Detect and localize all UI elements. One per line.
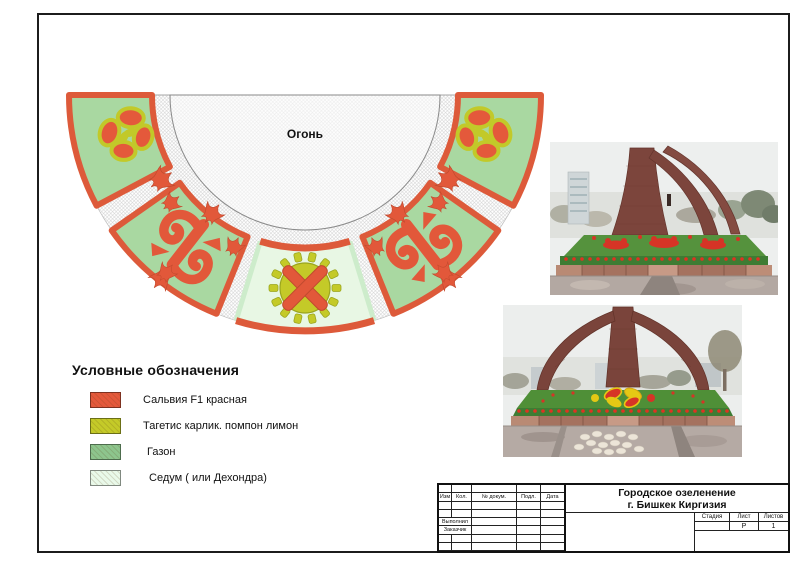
- titleblock-cell: [439, 535, 452, 543]
- victory-monument-photo-top: [550, 142, 778, 295]
- titleblock-cell: [517, 543, 541, 551]
- sheets-value: 1: [759, 522, 788, 531]
- plan-svg: [64, 91, 544, 336]
- legend-swatch-salvia: [90, 392, 121, 408]
- titleblock-cell: [517, 518, 541, 526]
- titleblock-col-podl: Подл.: [517, 493, 541, 501]
- flowerbed-plan: [64, 91, 544, 336]
- title-block-revision-table: [439, 485, 566, 551]
- titleblock-cell: [517, 485, 541, 493]
- titleblock-cell: [452, 502, 472, 510]
- tulip-row: [560, 256, 768, 265]
- plan-fire-label: Огонь: [286, 127, 324, 141]
- titleblock-cell: [472, 510, 517, 518]
- legend-item: [72, 418, 392, 434]
- titleblock-col-data: Дата: [541, 493, 564, 501]
- project-title-line2: г. Бишкек Киргизия: [627, 498, 727, 511]
- titleblock-cell: [452, 510, 472, 518]
- titleblock-cell: [541, 518, 564, 526]
- titleblock-cell: [439, 510, 452, 518]
- titleblock-col-dokum: № докум.: [472, 493, 517, 501]
- legend: [72, 362, 392, 496]
- legend-item: [72, 470, 392, 486]
- victory-monument-photo-bottom: [503, 305, 742, 457]
- titleblock-cell: [472, 485, 517, 493]
- title-block: [437, 483, 790, 553]
- titleblock-col-kol: Кол.: [452, 493, 472, 501]
- background-building: [568, 172, 589, 224]
- titleblock-cell: [541, 543, 564, 551]
- titleblock-cell: [541, 535, 564, 543]
- titleblock-cell: [541, 526, 564, 534]
- titleblock-cell: [472, 502, 517, 510]
- titleblock-bottom-cell: [695, 531, 788, 551]
- tulip-row: [513, 408, 733, 416]
- titleblock-cell: [452, 543, 472, 551]
- legend-item: [72, 444, 392, 460]
- legend-swatch-lawn: [90, 444, 121, 460]
- legend-label: Седум ( или Дехондра): [149, 472, 267, 484]
- pavement: [550, 276, 778, 295]
- titleblock-cell: [472, 543, 517, 551]
- legend-item: [72, 392, 392, 408]
- legend-title: Условные обозначения: [72, 362, 240, 378]
- stone-curb: [556, 265, 772, 276]
- titleblock-cell: [472, 526, 517, 534]
- pavement: [503, 426, 742, 457]
- titleblock-cell: [517, 510, 541, 518]
- titleblock-cell: [541, 502, 564, 510]
- titleblock-row-zakazchik: Заказчик: [439, 526, 472, 534]
- titleblock-col-izm: Изм: [439, 493, 451, 500]
- sheet-value: Р: [730, 522, 759, 531]
- titleblock-cell: [472, 518, 517, 526]
- titleblock-cell: [439, 502, 452, 510]
- titleblock-cell: [452, 535, 472, 543]
- flowerbed: [564, 235, 766, 256]
- titleblock-cell: [517, 502, 541, 510]
- titleblock-cell: [517, 526, 541, 534]
- legend-swatch-tagetes: [90, 418, 121, 434]
- titleblock-cell: [541, 485, 564, 493]
- project-title-line1: Городское озеленение: [618, 486, 736, 499]
- sheet-header: Лист: [730, 513, 759, 522]
- stage-header: Стадия: [695, 513, 730, 522]
- stage-value: [695, 522, 730, 531]
- stone-curb: [511, 416, 735, 426]
- legend-label: Сальвия F1 красная: [143, 394, 247, 406]
- titleblock-cell: [541, 510, 564, 518]
- titleblock-cell: [439, 485, 452, 493]
- sheets-header: Листов: [759, 513, 788, 522]
- legend-label: Газон: [147, 446, 176, 458]
- project-title: [566, 485, 788, 513]
- titleblock-cell: [439, 543, 452, 551]
- legend-swatch-sedum: [90, 470, 121, 486]
- titleblock-cell: [452, 485, 472, 493]
- legend-label: Тагетис карлик. помпон лимон: [143, 420, 299, 432]
- titleblock-row-vypolnil: Выполнил: [439, 518, 472, 526]
- titleblock-cell: [517, 535, 541, 543]
- titleblock-org-cell: [566, 513, 695, 551]
- titleblock-cell: [472, 535, 517, 543]
